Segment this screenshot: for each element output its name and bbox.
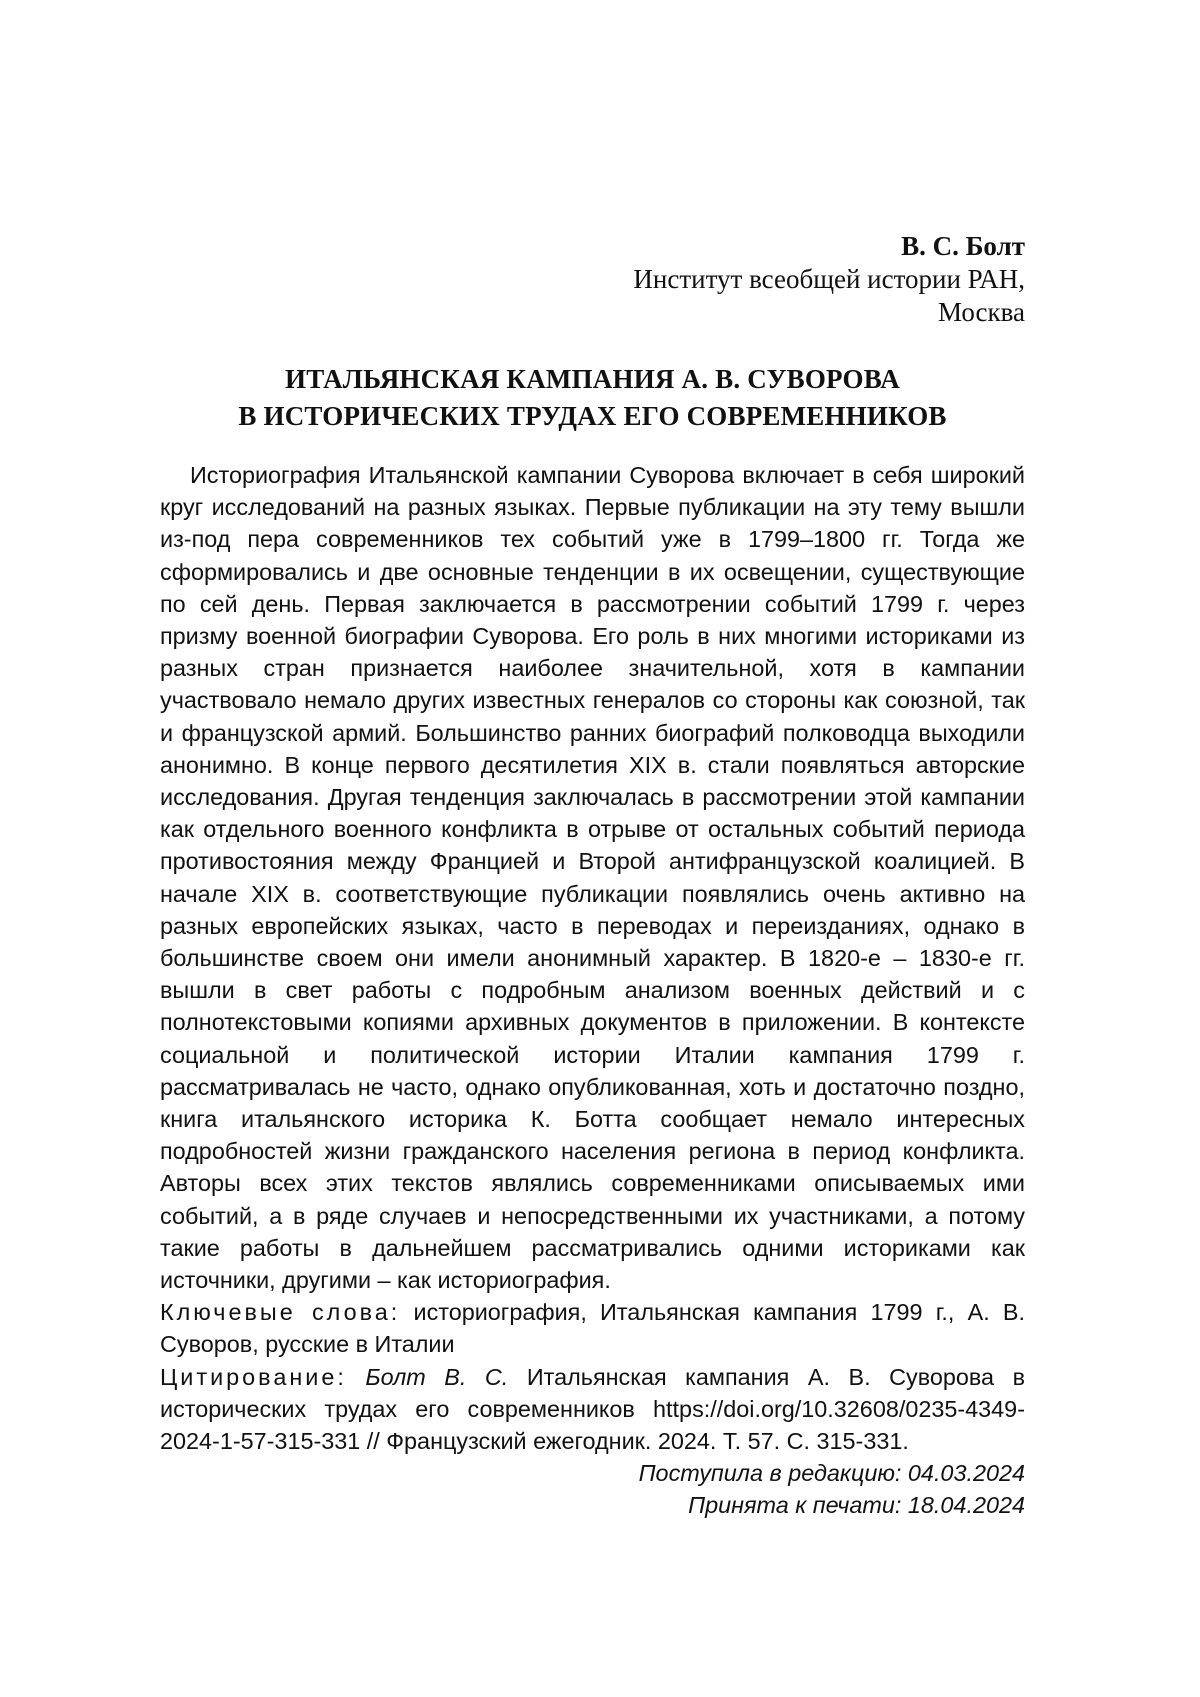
title-line-1: ИТАЛЬЯНСКАЯ КАМПАНИЯ А. В. СУВОРОВА [160, 361, 1025, 398]
keywords-label: Ключевые слова: [160, 1299, 400, 1325]
citation-text: Итальянская кампания А. В. Суворова в исторических трудах его современников https://doi.org/10.32608/0235-4349-2024-1-57-315-331 // Французский ежегодник. 2024. Т. 57. С. 315-331. [160, 1364, 1025, 1454]
citation-author: Болт В. С. [365, 1364, 508, 1390]
article-title [160, 361, 1025, 435]
accepted-date: Принята к печати: 18.04.2024 [160, 1489, 1025, 1521]
keywords-text: историография, Итальянская кампания 1799 г., А. В. Суворов, русские в Италии [160, 1299, 1025, 1357]
keywords [160, 1296, 1025, 1360]
article-page [160, 230, 1025, 1521]
received-date: Поступила в редакцию: 04.03.2024 [160, 1457, 1025, 1489]
abstract-paragraph: Историография Итальянской кампании Суворова включает в себя широкий круг исследований на разных языках. Первые публикации на эту тему вышли из-под пера современников тех событий уже в 1799–1800 гг. Тогда же сформировались и две основные тенденции в их освещении, существующие по сей день. Первая заключается в рассмотрении событий 1799 г. через призму военной биографии Суворова. Его роль в них многими историками из разных стран признается наиболее значительной, хотя в кампании участвовало немало других известных генералов со стороны как союзной, так и французской армий. Большинство ранних биографий полководца выходили анонимно. В конце первого десятилетия XIX в. стали появляться авторские исследования. Другая тенденция заключалась в рассмотрении этой кампании как отдельного военного конфликта в отрыве от остальных событий периода противостояния между Францией и Второй антифранцузской коалицией. В начале XIX в. соответствующие публикации появлялись очень активно на разных европейских языках, часто в переводах и переизданиях, однако в большинстве своем они имели анонимный характер. В 1820-е – 1830-е гг. вышли в свет работы с подробным анализом военных действий и с полнотекстовыми копиями архивных документов в приложении. В контексте социальной и политической истории Италии кампания 1799 г. рассматривалась не часто, однако опубликованная, хоть и достаточно поздно, книга итальянского историка К. Ботта сообщает немало интересных подробностей жизни гражданского населения региона в период конфликта. Авторы всех этих текстов являлись современниками описываемых ими событий, а в ряде случаев и непосредственными их участниками, а потому такие работы в дальнейшем рассматривались одними историками как источники, другими – как историография. [160, 459, 1025, 1296]
title-line-2: В ИСТОРИЧЕСКИХ ТРУДАХ ЕГО СОВРЕМЕННИКОВ [160, 398, 1025, 435]
author-name: В. С. Болт [160, 230, 1025, 263]
citation [160, 1361, 1025, 1458]
citation-label: Цитирование: [160, 1364, 347, 1390]
author-block [160, 230, 1025, 329]
author-affiliation: Институт всеобщей истории РАН, [160, 263, 1025, 296]
publication-dates [160, 1457, 1025, 1521]
author-city: Москва [160, 296, 1025, 329]
